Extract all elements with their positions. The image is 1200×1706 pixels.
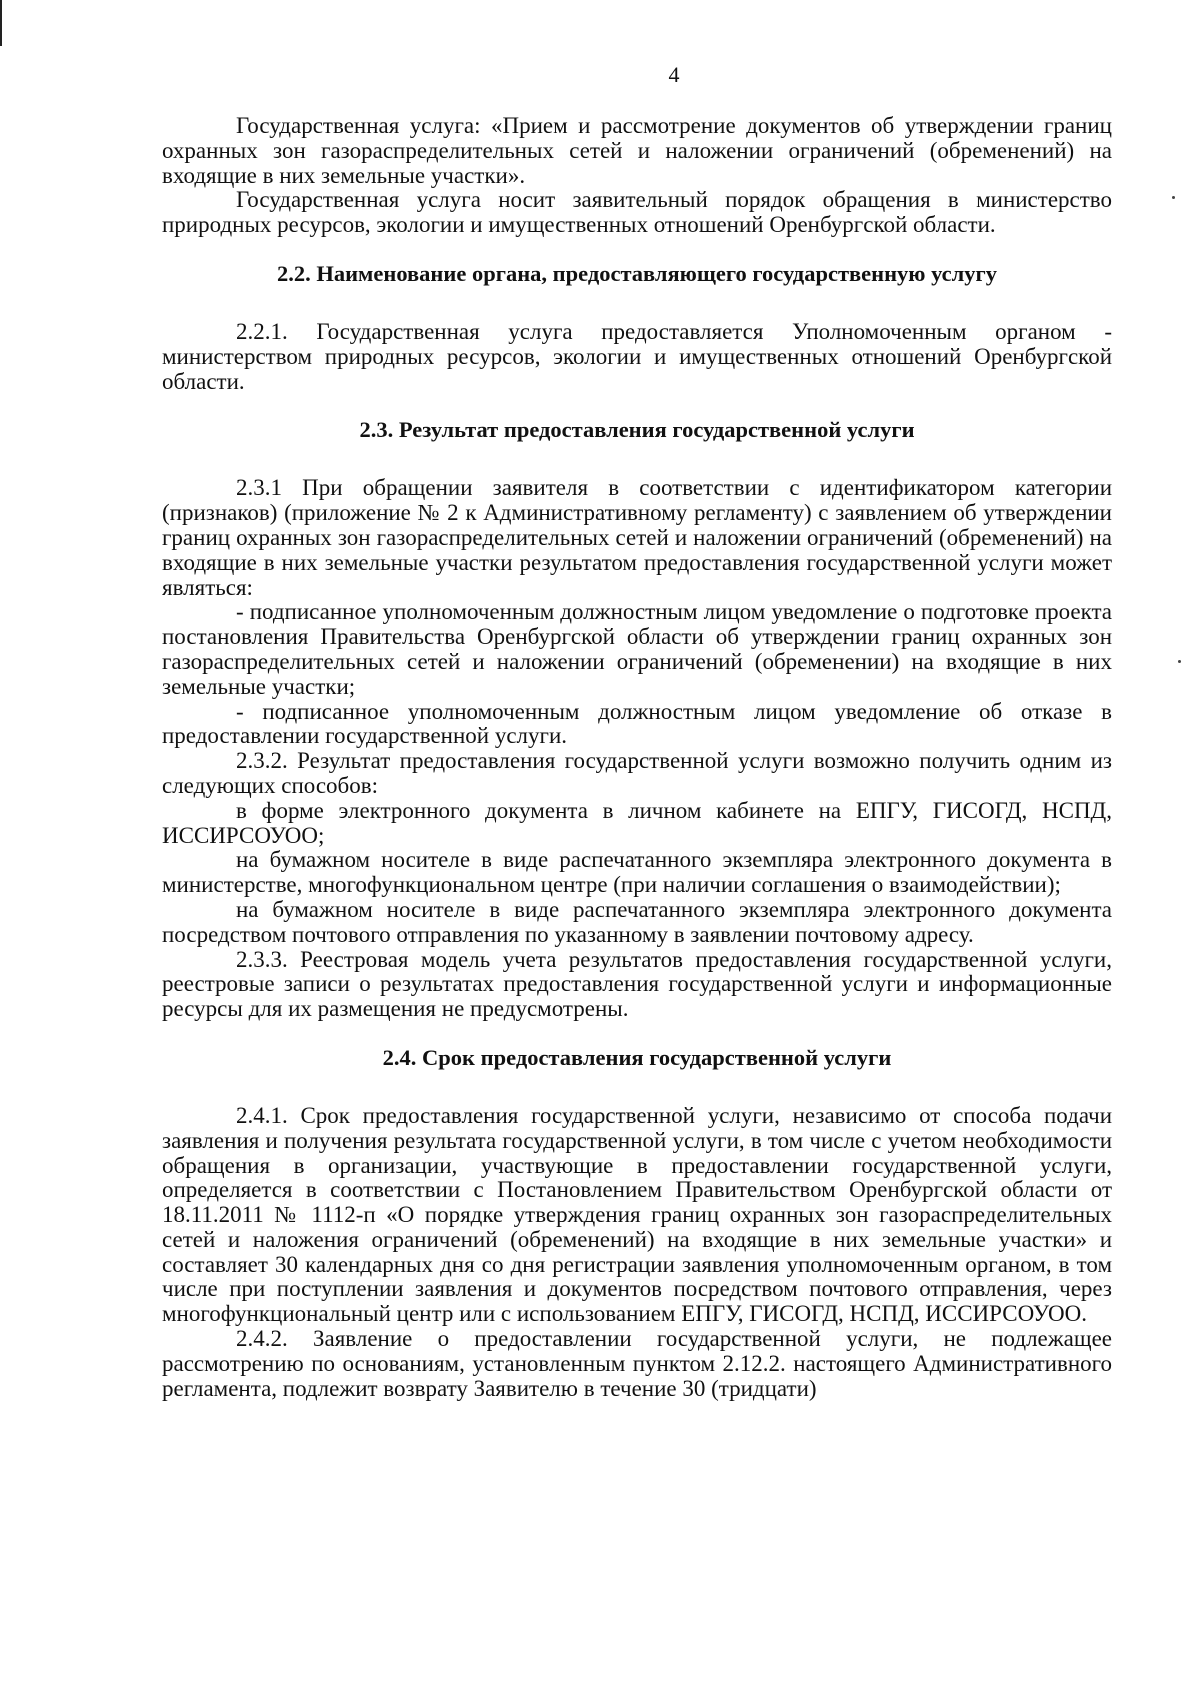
paragraph-2-3-2: 2.3.2. Результат предоставления государственной услуги возможно получить одним из следующих способов: xyxy=(162,748,1112,798)
paragraph-2-3-1-item-refusal: - подписанное уполномоченным должностным лицом уведомление об отказе в предоставлении государственной услуги. xyxy=(162,698,1112,749)
paragraph-2-2-1: 2.2.1. Государственная услуга предоставляется Уполномоченным органом - министерством природных ресурсов, экологии и имущественных отношений Оренбургской области. xyxy=(162,318,1112,394)
paragraph-2-3-2-paper-office: на бумажном носителе в виде распечатанного экземпляра электронного документа в министерстве, многофункциональном центре (при наличии соглашения о взаимодействии); xyxy=(162,847,1112,898)
section-heading-2-2: 2.2. Наименование органа, предоставляющего государственную услугу xyxy=(276,260,998,286)
paragraph-2-4-1: 2.4.1. Срок предоставления государственной услуги, независимо от способа подачи заявления и получения результата государственной услуги, в том числе с учетом необходимости обращения в организации, участвующие в предоставлении государственной услуги, определяется в соответствии с Постановлением Правительством Оренбургской области от 18.11.2011 № 1112-п «О порядке утверждения границ охранных зон газораспределительных сетей и наложения ограничений (обременений) на входящие в них земельные участки» и составляет 30 календарных дня со дня регистрации заявления уполномоченным органом, в том числе при поступлении заявления и документов посредством почтового отправления, через многофункциональный центр или с использованием ЕПГУ, ГИСОГД, НСПД, ИССИРСОУОО. xyxy=(162,1102,1112,1327)
paragraph-service-name: Государственная услуга: «Прием и рассмотрение документов об утверждении границ охранных зон газораспределительных сетей и наложении ограничений (обременений) на входящие в них земельные участки». xyxy=(162,113,1112,188)
paragraph-2-3-1-item-notice: - подписанное уполномоченным должностным лицом уведомление о подготовке проекта постановления Правительства Оренбургской области об утверждении границ охранных зон газораспределительных сетей и наложении ограничений (обременении) на входящие в них земельные участки; xyxy=(162,599,1112,699)
paragraph-2-3-3: 2.3.3. Реестровая модель учета результатов предоставления государственной услуги, реестровые записи о результатах предоставления государственной услуги и информационные ресурсы для их размещения не предусмотрены. xyxy=(162,946,1112,1022)
page-number: 4 xyxy=(668,62,680,87)
section-heading-2-3: 2.3. Результат предоставления государственной услуги xyxy=(359,417,915,443)
scan-speck xyxy=(1172,196,1175,199)
section-heading-2-4: 2.4. Срок предоставления государственной услуги xyxy=(382,1044,892,1070)
paragraph-service-order: Государственная услуга носит заявительный порядок обращения в министерство природных ресурсов, экологии и имущественных отношений Оренбургской области. xyxy=(162,187,1112,238)
document-body xyxy=(162,114,1112,1401)
paragraph-2-3-2-electronic: в форме электронного документа в личном кабинете на ЕПГУ, ГИСОГД, НСПД, ИССИРСОУОО; xyxy=(162,797,1112,848)
paragraph-2-3-1: 2.3.1 При обращении заявителя в соответствии с идентификатором категории (признаков) (приложение № 2 к Административному регламенту) с заявлением об утверждении границ охранных зон газораспределительных сетей и наложении ограничений (обременений) на входящие в них земельные участки результатом предоставления государственной услуги может являться: xyxy=(162,475,1112,600)
paragraph-2-3-2-paper-mail: на бумажном носителе в виде распечатанного экземпляра электронного документа посредством почтового отправления по указанному в заявлении почтовому адресу. xyxy=(162,896,1112,947)
scan-speck xyxy=(1178,660,1181,663)
scan-edge-mark xyxy=(0,0,2,46)
paragraph-2-4-2: 2.4.2. Заявление о предоставлении государственной услуги, не подлежащее рассмотрению по основаниям, установленным пунктом 2.12.2. настоящего Административного регламента, подлежит возврату Заявителю в течение 30 (тридцати) xyxy=(162,1326,1112,1401)
